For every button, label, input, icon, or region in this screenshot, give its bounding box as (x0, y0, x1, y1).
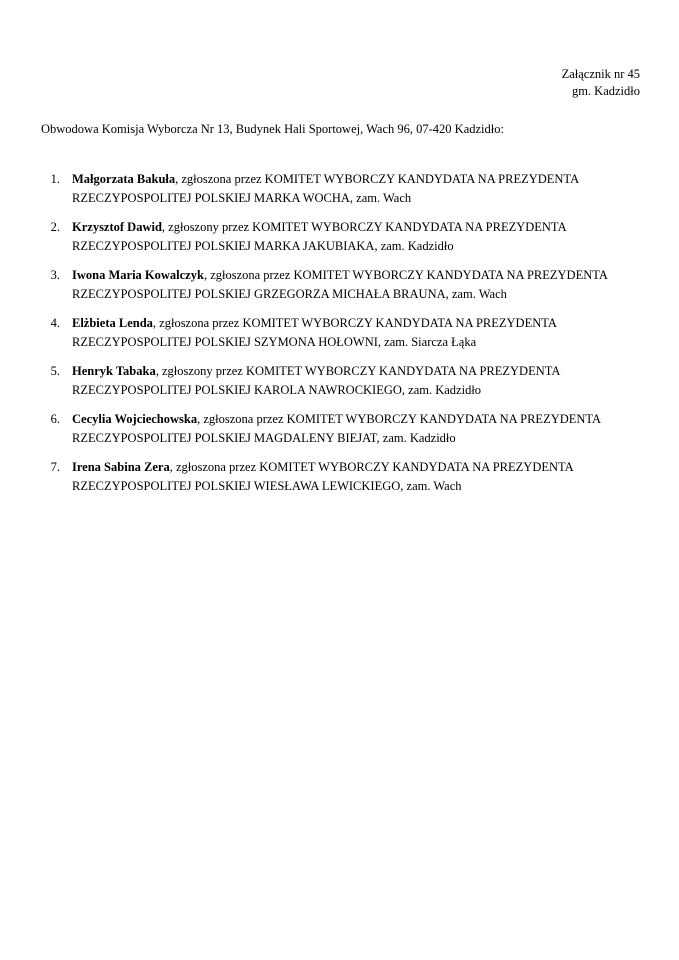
list-item-number: 4. (50, 316, 60, 330)
list-item-text (72, 410, 640, 447)
list-item (41, 170, 640, 207)
document-header (562, 66, 640, 100)
municipality-name: gm. Kadzidło (571, 84, 640, 98)
list-item (41, 218, 640, 255)
list-item-text (72, 314, 640, 351)
list-item (41, 266, 640, 303)
list-item (41, 314, 640, 351)
member-details: , zgłoszona przez KOMITET WYBORCZY KANDYDATA NA PREZYDENTA RZECZYPOSPOLITEJ POLSKIEJ WIESŁAWA LEWICKIEGO, zam. Wach (72, 460, 573, 493)
member-name: Krzysztof Dawid (72, 220, 162, 234)
commission-intro: Obwodowa Komisja Wyborcza Nr 13, Budynek Hali Sportowej, Wach 96, 07-420 Kadzidło: (41, 122, 504, 136)
list-item-number: 1. (50, 172, 60, 186)
member-name: Małgorzata Bakuła (72, 172, 176, 186)
list-item-number: 6. (50, 412, 60, 426)
member-name: Irena Sabina Zera (72, 460, 170, 474)
members-list (41, 170, 640, 506)
member-details: , zgłoszony przez KOMITET WYBORCZY KANDYDATA NA PREZYDENTA RZECZYPOSPOLITEJ POLSKIEJ KAROLA NAWROCKIEGO, zam. Kadzidło (72, 364, 560, 397)
list-item-number: 2. (50, 220, 60, 234)
list-item-number: 3. (50, 268, 60, 282)
member-name: Henryk Tabaka (72, 364, 156, 378)
member-name: Cecylia Wojciechowska (72, 412, 198, 426)
list-item-text (72, 362, 640, 399)
attachment-number: Załącznik nr 45 (561, 67, 640, 81)
list-item (41, 458, 640, 495)
member-details: , zgłoszony przez KOMITET WYBORCZY KANDYDATA NA PREZYDENTA RZECZYPOSPOLITEJ POLSKIEJ MARKA JAKUBIAKA, zam. Kadzidło (72, 220, 566, 253)
member-details: , zgłoszona przez KOMITET WYBORCZY KANDYDATA NA PREZYDENTA RZECZYPOSPOLITEJ POLSKIEJ MARKA WOCHA, zam. Wach (72, 172, 579, 205)
list-item (41, 362, 640, 399)
list-item-text (72, 266, 640, 303)
member-details: , zgłoszona przez KOMITET WYBORCZY KANDYDATA NA PREZYDENTA RZECZYPOSPOLITEJ POLSKIEJ SZYMONA HOŁOWNI, zam. Siarcza Łąka (72, 316, 557, 349)
list-item-text (72, 458, 640, 495)
list-item-text (72, 218, 640, 255)
member-details: , zgłoszona przez KOMITET WYBORCZY KANDYDATA NA PREZYDENTA RZECZYPOSPOLITEJ POLSKIEJ MAGDALENY BIEJAT, zam. Kadzidło (72, 412, 601, 445)
member-name: Iwona Maria Kowalczyk (72, 268, 204, 282)
member-name: Elżbieta Lenda (72, 316, 153, 330)
list-item-text (72, 170, 640, 207)
list-item-number: 7. (50, 460, 60, 474)
member-details: , zgłoszona przez KOMITET WYBORCZY KANDYDATA NA PREZYDENTA RZECZYPOSPOLITEJ POLSKIEJ GRZEGORZA MICHAŁA BRAUNA, zam. Wach (72, 268, 608, 301)
list-item (41, 410, 640, 447)
list-item-number: 5. (50, 364, 60, 378)
